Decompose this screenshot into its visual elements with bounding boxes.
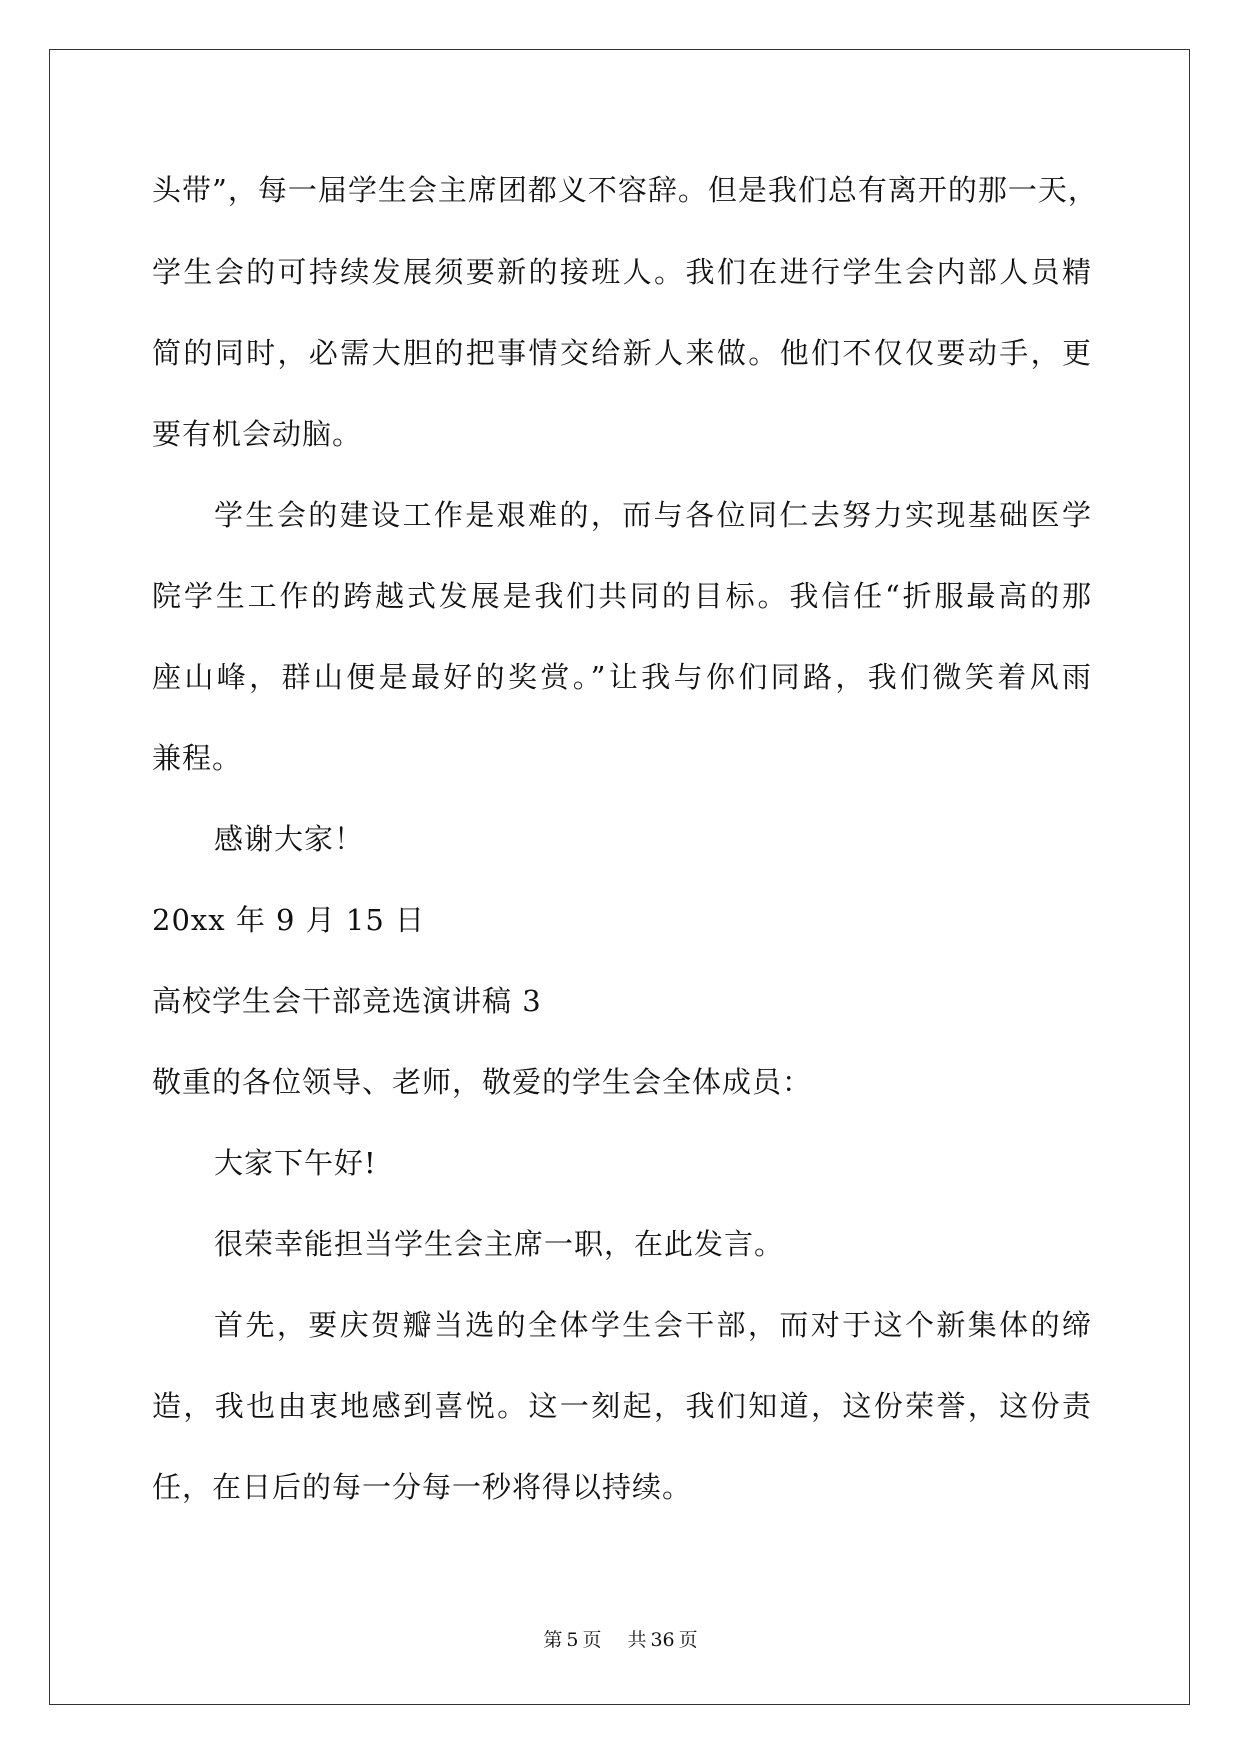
footer-total-pages: 36 (650, 1629, 675, 1651)
paragraph-line: 学生会的建设工作是艰难的，而与各位同仁去努力实现基础医学 (214, 498, 1092, 532)
paragraph-line: 简的同时，必需大胆的把事情交给新人来做。他们不仅仅要动手，更 (152, 336, 1092, 370)
footer-total-prefix: 共 (627, 1629, 647, 1651)
page-footer (0, 1628, 1241, 1652)
footer-total-suffix: 页 (678, 1629, 698, 1651)
paragraph-line: 首先，要庆贺瓣当选的全体学生会干部，而对于这个新集体的缔 (214, 1308, 1092, 1342)
paragraph-line: 要有机会动脑。 (152, 417, 363, 451)
paragraph-line: 兼程。 (152, 741, 243, 775)
paragraph-line: 座山峰，群山便是最好的奖赏。”让我与你们同路，我们微笑着风雨 (152, 660, 1092, 694)
page-border (49, 49, 1190, 1705)
footer-page-suffix: 页 (582, 1629, 602, 1651)
paragraph-line: 头带”，每一届学生会主席团都义不容辞。但是我们总有离开的那一天， (152, 173, 1098, 207)
greeting: 大家下午好! (214, 1146, 377, 1180)
paragraph-line: 院学生工作的跨越式发展是我们共同的目标。我信任“折服最高的那 (152, 579, 1092, 613)
salutation: 敬重的各位领导、老师，敬爱的学生会全体成员： (152, 1065, 813, 1099)
footer-page-number: 5 (566, 1629, 579, 1651)
date-line: 20xx 年 9 月 15 日 (152, 903, 426, 937)
paragraph-line: 学生会的可持续发展须要新的接班人。我们在进行学生会内部人员精 (152, 255, 1092, 289)
paragraph-line: 造，我也由衷地感到喜悦。这一刻起，我们知道，这份荣誉，这份责 (152, 1389, 1092, 1423)
paragraph-line: 任，在日后的每一分每一秒将得以持续。 (152, 1470, 693, 1504)
paragraph-line: 很荣幸能担当学生会主席一职，在此发言。 (214, 1227, 785, 1261)
closing-thanks: 感谢大家！ (214, 822, 365, 856)
section-title: 高校学生会干部竞选演讲稿 3 (152, 984, 542, 1018)
footer-page-prefix: 第 (543, 1629, 563, 1651)
